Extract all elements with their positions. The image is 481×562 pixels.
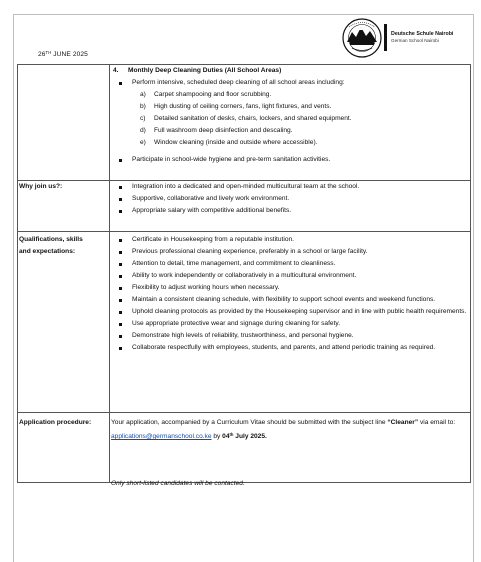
qualifications-list [116, 234, 469, 354]
row-divider [18, 231, 470, 232]
shortlist-note: Only short-listed candidates will be contacted. [111, 480, 245, 487]
list-item: b) High dusting of ceiling corners, fans, light fixtures, and vents. [140, 103, 332, 110]
school-subtitle: German School Nairobi [391, 38, 439, 43]
duties-intro-list [116, 77, 345, 89]
subject-line: “Cleaner” [387, 419, 419, 426]
why-join-label: Why join us?: [19, 183, 63, 190]
application-label: Application procedure: [19, 419, 92, 426]
application-text: Your application, accompanied by a Curriculum Vitae should be submitted with the subject line “Cleaner” via email to: applications@germanschool.co.ke by 04th July 2025. [111, 419, 456, 440]
email-link[interactable]: applications@germanschool.co.ke [111, 433, 212, 440]
list-item: Previous professional cleaning experience, preferably in a school or large facility. [116, 246, 469, 258]
list-item: Appropriate salary with competitive additional benefits. [116, 205, 359, 217]
school-name: Deutsche Schule Nairobi [391, 31, 454, 37]
duties-heading: 4. Monthly Deep Cleaning Duties (All School Areas) [113, 67, 282, 74]
list-item: d) Full washroom deep disinfection and descaling. [140, 127, 293, 134]
list-item: Perform intensive, scheduled deep cleaning of all school areas including: [116, 77, 345, 89]
row-divider [18, 412, 470, 413]
list-item: Uphold cleaning protocols as provided by the Housekeeping supervisor and in line with public health requirements. [116, 306, 469, 318]
logo-divider [384, 24, 387, 51]
list-item: Attention to detail, time management, and commitment to cleanliness. [116, 258, 469, 270]
list-item: Collaborate respectfully with employees, students, and parents, and attend periodic training as required. [116, 342, 469, 354]
document-date: 26TH JUNE 2025 [38, 50, 88, 58]
list-item: Supportive, collaborative and lively work environment. [116, 193, 359, 205]
qualifications-label-line: and expectations: [19, 248, 76, 255]
list-item: Maintain a consistent cleaning schedule, with flexibility to support school events and weekend functions. [116, 294, 469, 306]
qualifications-cell [110, 234, 471, 412]
qualifications-label [19, 234, 109, 258]
list-item: Flexibility to adjust working hours when necessary. [116, 282, 469, 294]
duties-sub-list [140, 89, 352, 149]
list-item: a) Carpet shampooing and floor scrubbing. [140, 91, 272, 98]
why-join-cell [110, 181, 471, 231]
list-item: Integration into a dedicated and open-minded multicultural team at the school. [116, 181, 359, 193]
list-item: Participate in school-wide hygiene and pre-term sanitation activities. [116, 154, 330, 166]
list-item: c) Detailed sanitation of desks, chairs, lockers, and shared equipment. [140, 115, 352, 122]
duties-cell [110, 65, 471, 180]
list-item: Ability to work independently or collaboratively in a multicultural environment. [116, 270, 469, 282]
list-item: e) Window cleaning (inside and outside where accessible). [140, 139, 318, 146]
application-cell [110, 415, 471, 487]
why-join-list [116, 181, 359, 217]
logo-text [391, 31, 453, 43]
duties-closing-list [116, 154, 330, 166]
deadline: 04th July 2025. [222, 432, 267, 440]
qualifications-label-line: Qualifications, skills [19, 236, 83, 243]
list-item: Demonstrate high levels of reliability, trustworthiness, and personal hygiene. [116, 330, 469, 342]
list-item: Use appropriate protective wear and signage during cleaning for safety. [116, 318, 469, 330]
job-details-table [17, 64, 471, 487]
school-seal-icon [342, 18, 382, 58]
school-logo [342, 18, 466, 58]
list-item: Certificate in Housekeeping from a reputable institution. [116, 234, 469, 246]
